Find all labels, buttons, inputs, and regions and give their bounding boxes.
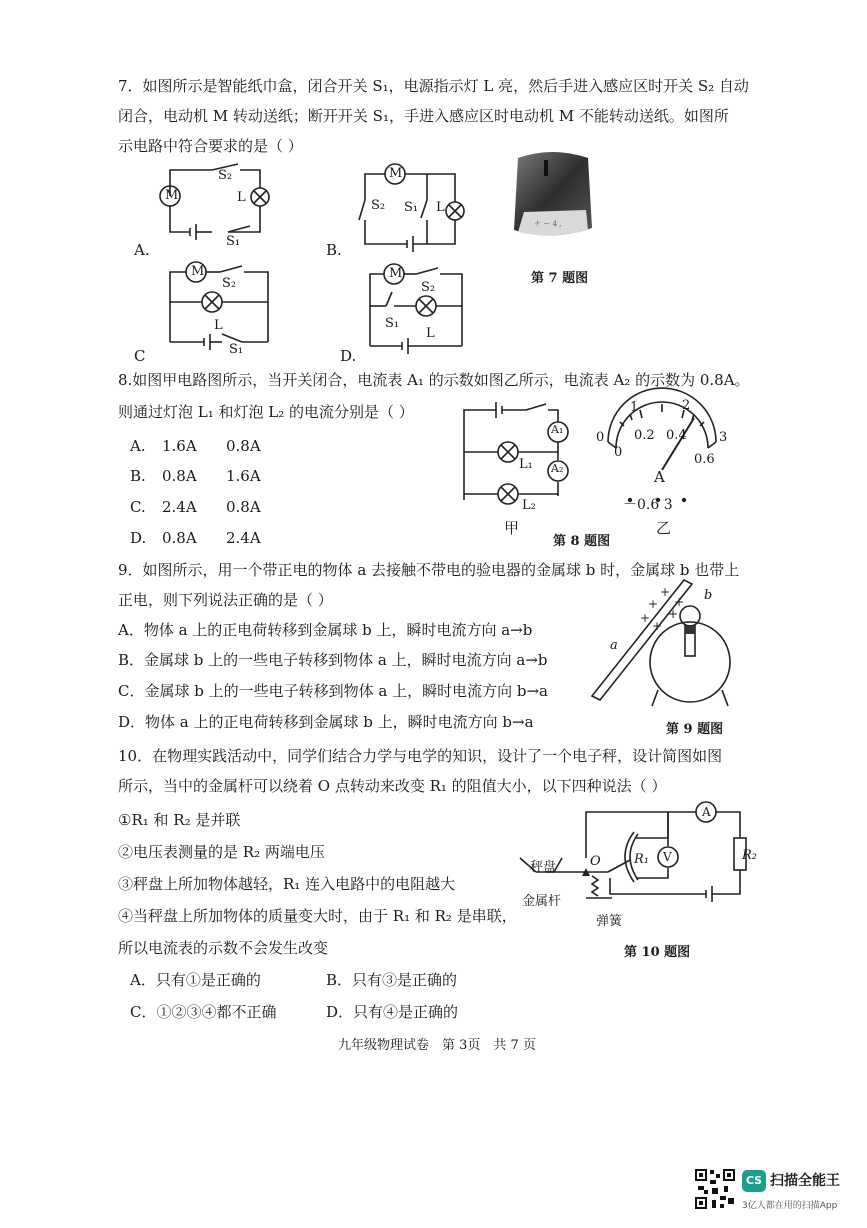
q7-circuit-d <box>362 262 482 352</box>
q7-line1: 7．如图所示是智能纸巾盒，闭合开关 S₁，电源指示灯 L 亮，然后手进入感应区时开关 S₂ 自动 <box>118 77 749 95</box>
q10-label-rod: 金属杆 <box>522 894 562 909</box>
q7-opt-d: D. <box>340 347 357 365</box>
q7a-s2: S₂ <box>218 168 233 183</box>
q10-line1: 10．在物理实践活动中，同学们结合力学与电学的知识，设计了一个电子秤，设计简图如图 <box>118 747 723 765</box>
q10-opt-b: B．只有③是正确的 <box>326 971 458 989</box>
q8-opt-v1: 1.6A <box>162 437 197 455</box>
q10-opt-a: A．只有①是正确的 <box>130 971 261 989</box>
q10-statement-3: ③秤盘上所加物体越轻，R₁ 连入电路中的电阻越大 <box>118 875 456 893</box>
svg-text:+: + <box>668 607 679 621</box>
q9-opt-b: B．金属球 b 上的一些电子转移到物体 a 上，瞬时电流方向 a→b <box>118 651 548 669</box>
svg-text:+: + <box>674 595 685 609</box>
q8-opt-key: A. <box>130 437 146 455</box>
q7d-s1: S₁ <box>385 316 400 331</box>
q7a-s1: S₁ <box>226 234 241 249</box>
q10-label-a: A <box>702 805 711 819</box>
q8-meter-unit: A <box>654 468 665 486</box>
q9-opt-a: A．物体 a 上的正电荷转移到金属球 b 上，瞬时电流方向 a→b <box>118 621 533 639</box>
q9-line2: 正电，则下列说法正确的是（ ） <box>118 591 333 609</box>
q10-statement-4: ④当秤盘上所加物体的质量变大时，由于 R₁ 和 R₂ 是串联， <box>118 907 517 925</box>
q9-opt-d: D．物体 a 上的正电荷转移到金属球 b 上，瞬时电流方向 b→a <box>118 713 534 731</box>
q7b-m: M <box>389 166 403 181</box>
scanner-tagline: 3亿人都在用的扫描App <box>742 1201 838 1211</box>
q8-opt-v1: 0.8A <box>162 467 197 485</box>
q8-scale-outer-3: 3 <box>719 430 728 445</box>
q8-a1: A₁ <box>551 423 564 436</box>
q7c-s2: S₂ <box>222 276 237 291</box>
q8-opt-v1: 0.8A <box>162 529 197 547</box>
q8-meter-terminals: －0.6 3 <box>623 497 673 513</box>
q9-line1: 9．如图所示，用一个带正电的物体 a 去接触不带电的验电器的金属球 b 时，金属球 b 也带上 <box>118 561 740 579</box>
q8-scale-inner-0: 0 <box>614 445 623 460</box>
q8-scale-outer-2: 2 <box>682 398 691 413</box>
q7a-l: L <box>237 190 246 205</box>
q8-opt-v2: 2.4A <box>226 529 261 547</box>
q7-line2: 闭合，电动机 M 转动送纸；断开开关 S₁，手进入感应区时电动机 M 不能转动送纸。如图所 <box>118 107 729 125</box>
svg-text:+: + <box>660 585 671 599</box>
qr-code <box>694 1168 736 1210</box>
q8-a2: A₂ <box>551 462 564 475</box>
page-footer: 九年级物理试卷 第 3页 共 7 页 <box>338 1038 536 1053</box>
svg-text:+: + <box>652 619 663 633</box>
q7c-s1: S₁ <box>229 342 244 357</box>
svg-text:+: + <box>640 611 651 625</box>
q10-line2: 所示，当中的金属杆可以绕着 O 点转动来改变 R₁ 的阻值大小，以下四种说法（ ） <box>118 777 667 795</box>
q7d-l: L <box>426 326 435 341</box>
q10-statement-4b: 所以电流表的示数不会发生改变 <box>118 939 329 957</box>
q10-opt-c: C．①②③④都不正确 <box>130 1003 277 1021</box>
q10-label-pan: 秤盘 <box>530 860 557 875</box>
q8-caption: 第 8 题图 <box>553 534 611 549</box>
q7b-s2: S₂ <box>371 198 386 213</box>
q7-caption: 第 7 题图 <box>531 271 589 286</box>
q8-opt-key: D. <box>130 529 147 547</box>
q8-circuit-jia <box>460 400 580 510</box>
q8-opt-v1: 2.4A <box>162 498 197 516</box>
q7-opt-c: C <box>134 347 146 365</box>
q8-l1: L₁ <box>519 457 533 472</box>
q10-label-r1: R₁ <box>634 852 649 867</box>
q8-line1: 8.如图甲电路图所示，当开关闭合，电流表 A₁ 的示数如图乙所示，电流表 A₂ 的示数为 0.8A。 <box>118 371 750 389</box>
q10-caption: 第 10 题图 <box>624 945 691 960</box>
scanner-logo: CS <box>742 1170 766 1192</box>
q10-statement-2: ②电压表测量的是 R₂ 两端电压 <box>118 843 325 861</box>
q9-opt-c: C．金属球 b 上的一些电子转移到物体 a 上，瞬时电流方向 b→a <box>118 682 548 700</box>
q7-opt-a: A. <box>134 241 150 259</box>
q7d-m: M <box>389 266 403 281</box>
q10-label-r2: R₂ <box>742 848 757 863</box>
q8-label-yi: 乙 <box>656 519 672 537</box>
q8-scale-outer-1: 1 <box>630 400 639 415</box>
q9-label-a: a <box>610 638 618 653</box>
q10-opt-d: D．只有④是正确的 <box>326 1003 459 1021</box>
scanner-name: 扫描全能王 <box>770 1173 840 1189</box>
q8-scale-outer-0: 0 <box>596 430 605 445</box>
q7-line3: 示电路中符合要求的是（ ） <box>118 137 303 155</box>
q8-scale-inner-1: 0.2 <box>634 428 655 443</box>
q7d-s2: S₂ <box>421 280 436 295</box>
q8-opt-v2: 0.8A <box>226 437 261 455</box>
q7c-m: M <box>191 264 205 279</box>
q10-statement-1: ①R₁ 和 R₂ 是并联 <box>118 811 241 829</box>
svg-text:+: + <box>648 597 659 611</box>
q9-caption: 第 9 题图 <box>666 722 724 737</box>
q10-label-v: V <box>663 850 672 864</box>
q8-line2: 则通过灯泡 L₁ 和灯泡 L₂ 的电流分别是（ ） <box>118 403 414 421</box>
q8-label-jia: 甲 <box>504 519 520 537</box>
q10-label-spring: 弹簧 <box>596 914 623 929</box>
q7a-m: M <box>165 188 179 203</box>
q8-opt-v2: 0.8A <box>226 498 261 516</box>
q8-opt-key: C. <box>130 498 146 516</box>
q7b-l: L <box>436 200 445 215</box>
q8-scale-inner-3: 0.6 <box>694 452 715 467</box>
q10-label-o: O <box>590 854 601 869</box>
q8-opt-v2: 1.6A <box>226 467 261 485</box>
svg-text:ナ ー 4 ,: ナ ー 4 , <box>534 220 562 228</box>
q8-l2: L₂ <box>522 498 536 513</box>
q7-opt-b: B. <box>326 241 342 259</box>
q8-opt-key: B. <box>130 467 146 485</box>
tissue-box-image <box>508 150 596 250</box>
q7b-s1: S₁ <box>404 200 419 215</box>
q9-label-b: b <box>704 588 713 603</box>
q7-circuit-c <box>160 262 280 352</box>
q8-scale-inner-2: 0.4 <box>666 428 687 443</box>
q7c-l: L <box>214 318 223 333</box>
